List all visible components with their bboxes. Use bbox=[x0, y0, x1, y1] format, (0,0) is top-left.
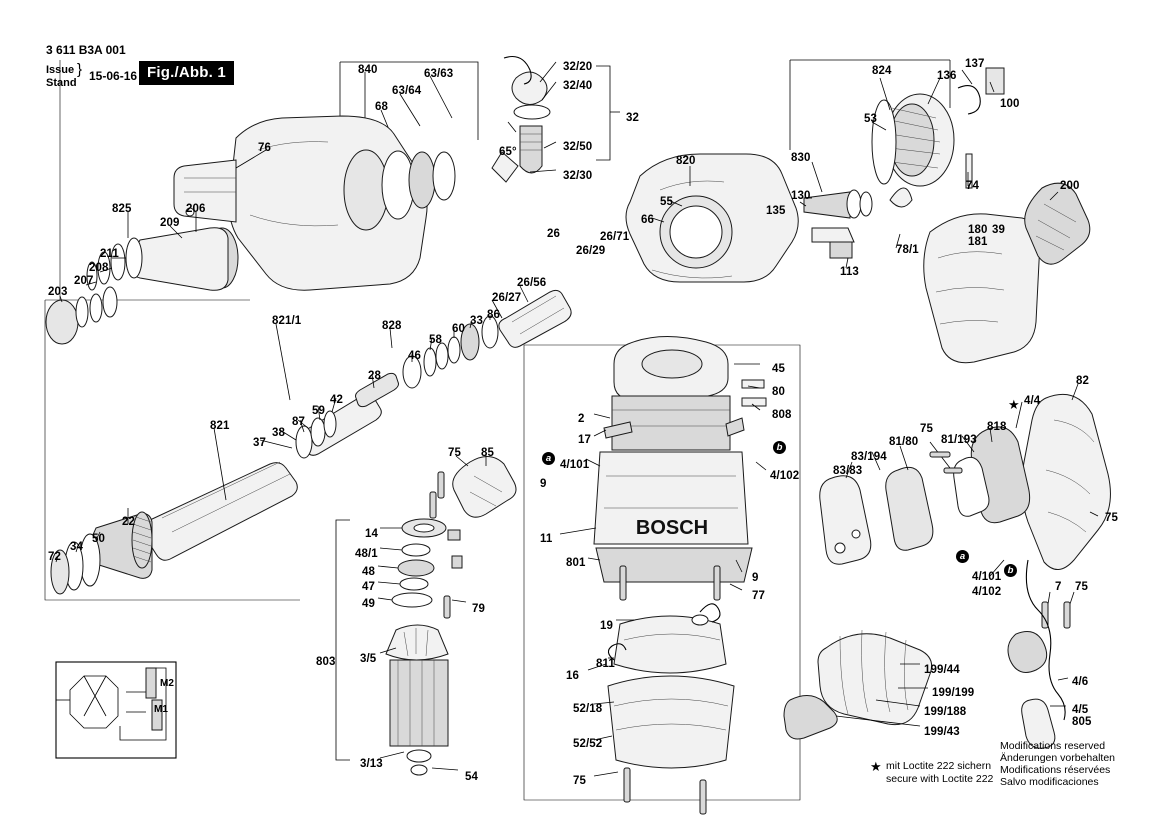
part-callout-825: 825 bbox=[112, 203, 132, 215]
part-callout-206: 206 bbox=[186, 203, 206, 215]
issue-label-en: Issue bbox=[46, 64, 75, 76]
part-callout-32: 32 bbox=[626, 112, 639, 124]
part-callout-199-188: 199/188 bbox=[924, 706, 967, 718]
part-callout-9: 9 bbox=[752, 572, 759, 584]
part-callout-86: 86 bbox=[487, 309, 500, 321]
part-callout-113: 113 bbox=[840, 266, 859, 278]
part-callout-208: 208 bbox=[89, 262, 109, 274]
part-callout-49: 49 bbox=[362, 598, 375, 610]
part-callout-803: 803 bbox=[316, 656, 336, 668]
part-callout-50: 50 bbox=[92, 533, 105, 545]
part-callout-52-52: 52/52 bbox=[573, 738, 603, 750]
part-callout-65-: 65° bbox=[499, 146, 517, 158]
part-callout-16: 16 bbox=[566, 670, 579, 682]
part-callout-135: 135 bbox=[766, 205, 786, 217]
marker-a: a bbox=[542, 452, 555, 465]
part-callout-19: 19 bbox=[600, 620, 613, 632]
part-callout-17: 17 bbox=[578, 434, 591, 446]
part-callout-28: 28 bbox=[368, 370, 381, 382]
part-callout-4-101: 4/101 bbox=[560, 459, 590, 471]
issue-label-de: Stand bbox=[46, 77, 77, 89]
part-callout-137: 137 bbox=[965, 58, 985, 70]
part-callout-63-63: 63/63 bbox=[424, 68, 454, 80]
part-callout-3-5: 3/5 bbox=[360, 653, 377, 665]
part-callout-199-43: 199/43 bbox=[924, 726, 960, 738]
part-callout-26-29: 26/29 bbox=[576, 245, 606, 257]
part-callout-821-1: 821/1 bbox=[272, 315, 302, 327]
part-callout-32-50: 32/50 bbox=[563, 141, 593, 153]
marker-b: b bbox=[773, 441, 786, 454]
part-callout-818: 818 bbox=[987, 421, 1007, 433]
part-callout-199-199: 199/199 bbox=[932, 687, 975, 699]
part-callout-38: 38 bbox=[272, 427, 285, 439]
loctite-star-icon-2: ★ bbox=[1008, 397, 1020, 412]
marker-b-2: b bbox=[1004, 564, 1017, 577]
part-callout-801: 801 bbox=[566, 557, 586, 569]
part-callout-78-1: 78/1 bbox=[896, 244, 919, 256]
part-callout-821: 821 bbox=[210, 420, 230, 432]
part-callout-55: 55 bbox=[660, 196, 673, 208]
part-callout-83-194: 83/194 bbox=[851, 451, 887, 463]
part-callout-66: 66 bbox=[641, 214, 654, 226]
part-callout-4-101: 4/101 bbox=[972, 571, 1002, 583]
part-callout-63-64: 63/64 bbox=[392, 85, 422, 97]
part-callout-75: 75 bbox=[573, 775, 586, 787]
part-callout-181: 181 bbox=[968, 236, 988, 248]
part-callout-34: 34 bbox=[70, 541, 83, 553]
part-callout-26-27: 26/27 bbox=[492, 292, 522, 304]
part-callout-811: 811 bbox=[596, 658, 615, 670]
part-callout-3-13: 3/13 bbox=[360, 758, 383, 770]
part-callout-9: 9 bbox=[540, 478, 547, 490]
mods-note-1: Änderungen vorbehalten bbox=[1000, 752, 1116, 764]
part-callout-4-5: 4/5 bbox=[1072, 704, 1089, 716]
part-callout-4-6: 4/6 bbox=[1072, 676, 1089, 688]
schematic-m2: M2 bbox=[160, 678, 175, 689]
issue-brace: } bbox=[77, 61, 83, 78]
part-callout-840: 840 bbox=[358, 64, 378, 76]
part-callout-53: 53 bbox=[864, 113, 877, 125]
part-callout-39: 39 bbox=[992, 224, 1005, 236]
part-callout-130: 130 bbox=[791, 190, 811, 202]
part-callout-11: 11 bbox=[540, 533, 553, 545]
part-callout-80: 80 bbox=[772, 386, 785, 398]
part-callout-26: 26 bbox=[547, 228, 560, 240]
part-callout-76: 76 bbox=[258, 142, 271, 154]
svg-text:BOSCH: BOSCH bbox=[635, 517, 709, 539]
mods-note-3: Salvo modificaciones bbox=[1000, 776, 1099, 788]
part-callout-47: 47 bbox=[362, 581, 375, 593]
part-callout-7: 7 bbox=[1055, 581, 1062, 593]
loctite-note-en: secure with Loctite 222 bbox=[886, 773, 994, 785]
part-callout-14: 14 bbox=[365, 528, 378, 540]
part-callout-68: 68 bbox=[375, 101, 388, 113]
mods-note-2: Modifications réservées bbox=[1000, 764, 1111, 776]
part-callout-4-4: 4/4 bbox=[1024, 395, 1041, 407]
part-callout-48: 48 bbox=[362, 566, 375, 578]
part-callout-824: 824 bbox=[872, 65, 892, 77]
part-callout-60: 60 bbox=[452, 323, 465, 335]
part-callout-2: 2 bbox=[578, 413, 585, 425]
part-callout-77: 77 bbox=[752, 590, 765, 602]
part-callout-207: 207 bbox=[74, 275, 94, 287]
part-callout-37: 37 bbox=[253, 437, 266, 449]
part-callout-45: 45 bbox=[772, 363, 785, 375]
part-callout-46: 46 bbox=[408, 350, 421, 362]
part-callout-75: 75 bbox=[920, 423, 933, 435]
part-callout-100: 100 bbox=[1000, 98, 1020, 110]
part-callout-203: 203 bbox=[48, 286, 68, 298]
part-callout-209: 209 bbox=[160, 217, 180, 229]
part-callout-26-56: 26/56 bbox=[517, 277, 547, 289]
part-number: 3 611 B3A 001 bbox=[46, 43, 126, 57]
part-callout-79: 79 bbox=[472, 603, 485, 615]
loctite-note-de: mit Loctite 222 sichern bbox=[886, 760, 992, 772]
part-callout-81-193: 81/193 bbox=[941, 434, 977, 446]
part-callout-199-44: 199/44 bbox=[924, 664, 960, 676]
part-callout-75: 75 bbox=[448, 447, 461, 459]
part-callout-26-71: 26/71 bbox=[600, 231, 630, 243]
part-callout-58: 58 bbox=[429, 334, 442, 346]
loctite-star-icon: ★ bbox=[870, 759, 882, 774]
part-callout-805: 805 bbox=[1072, 716, 1092, 728]
part-callout-180: 180 bbox=[968, 224, 988, 236]
part-callout-22: 22 bbox=[122, 516, 135, 528]
part-callout-72: 72 bbox=[48, 551, 61, 563]
part-callout-828: 828 bbox=[382, 320, 402, 332]
part-callout-4-102: 4/102 bbox=[770, 470, 800, 482]
part-callout-74: 74 bbox=[966, 180, 979, 192]
issue-date: 15-06-16 bbox=[89, 69, 138, 83]
part-callout-85: 85 bbox=[481, 447, 494, 459]
part-callout-48-1: 48/1 bbox=[355, 548, 378, 560]
figure-label: Fig./Abb. 1 bbox=[139, 61, 234, 85]
part-callout-54: 54 bbox=[465, 771, 478, 783]
part-callout-83-83: 83/83 bbox=[833, 465, 863, 477]
part-callout-820: 820 bbox=[676, 155, 696, 167]
part-callout-33: 33 bbox=[470, 315, 483, 327]
part-callout-87: 87 bbox=[292, 416, 305, 428]
part-callout-136: 136 bbox=[937, 70, 957, 82]
part-callout-4-102: 4/102 bbox=[972, 586, 1002, 598]
part-callout-42: 42 bbox=[330, 394, 343, 406]
part-callout-75: 75 bbox=[1105, 512, 1118, 524]
part-callout-32-20: 32/20 bbox=[563, 61, 593, 73]
part-callout-830: 830 bbox=[791, 152, 811, 164]
part-callout-32-30: 32/30 bbox=[563, 170, 593, 182]
part-callout-200: 200 bbox=[1060, 180, 1080, 192]
schematic-m1: M1 bbox=[154, 704, 169, 715]
part-callout-75: 75 bbox=[1075, 581, 1088, 593]
part-callout-32-40: 32/40 bbox=[563, 80, 593, 92]
marker-a-2: a bbox=[956, 550, 969, 563]
part-callout-808: 808 bbox=[772, 409, 792, 421]
part-callout-52-18: 52/18 bbox=[573, 703, 603, 715]
part-callout-82: 82 bbox=[1076, 375, 1089, 387]
part-callout-211: 211 bbox=[100, 248, 119, 260]
mods-note-0: Modifications reserved bbox=[1000, 740, 1106, 752]
part-callout-81-80: 81/80 bbox=[889, 436, 919, 448]
part-callout-59: 59 bbox=[312, 405, 325, 417]
